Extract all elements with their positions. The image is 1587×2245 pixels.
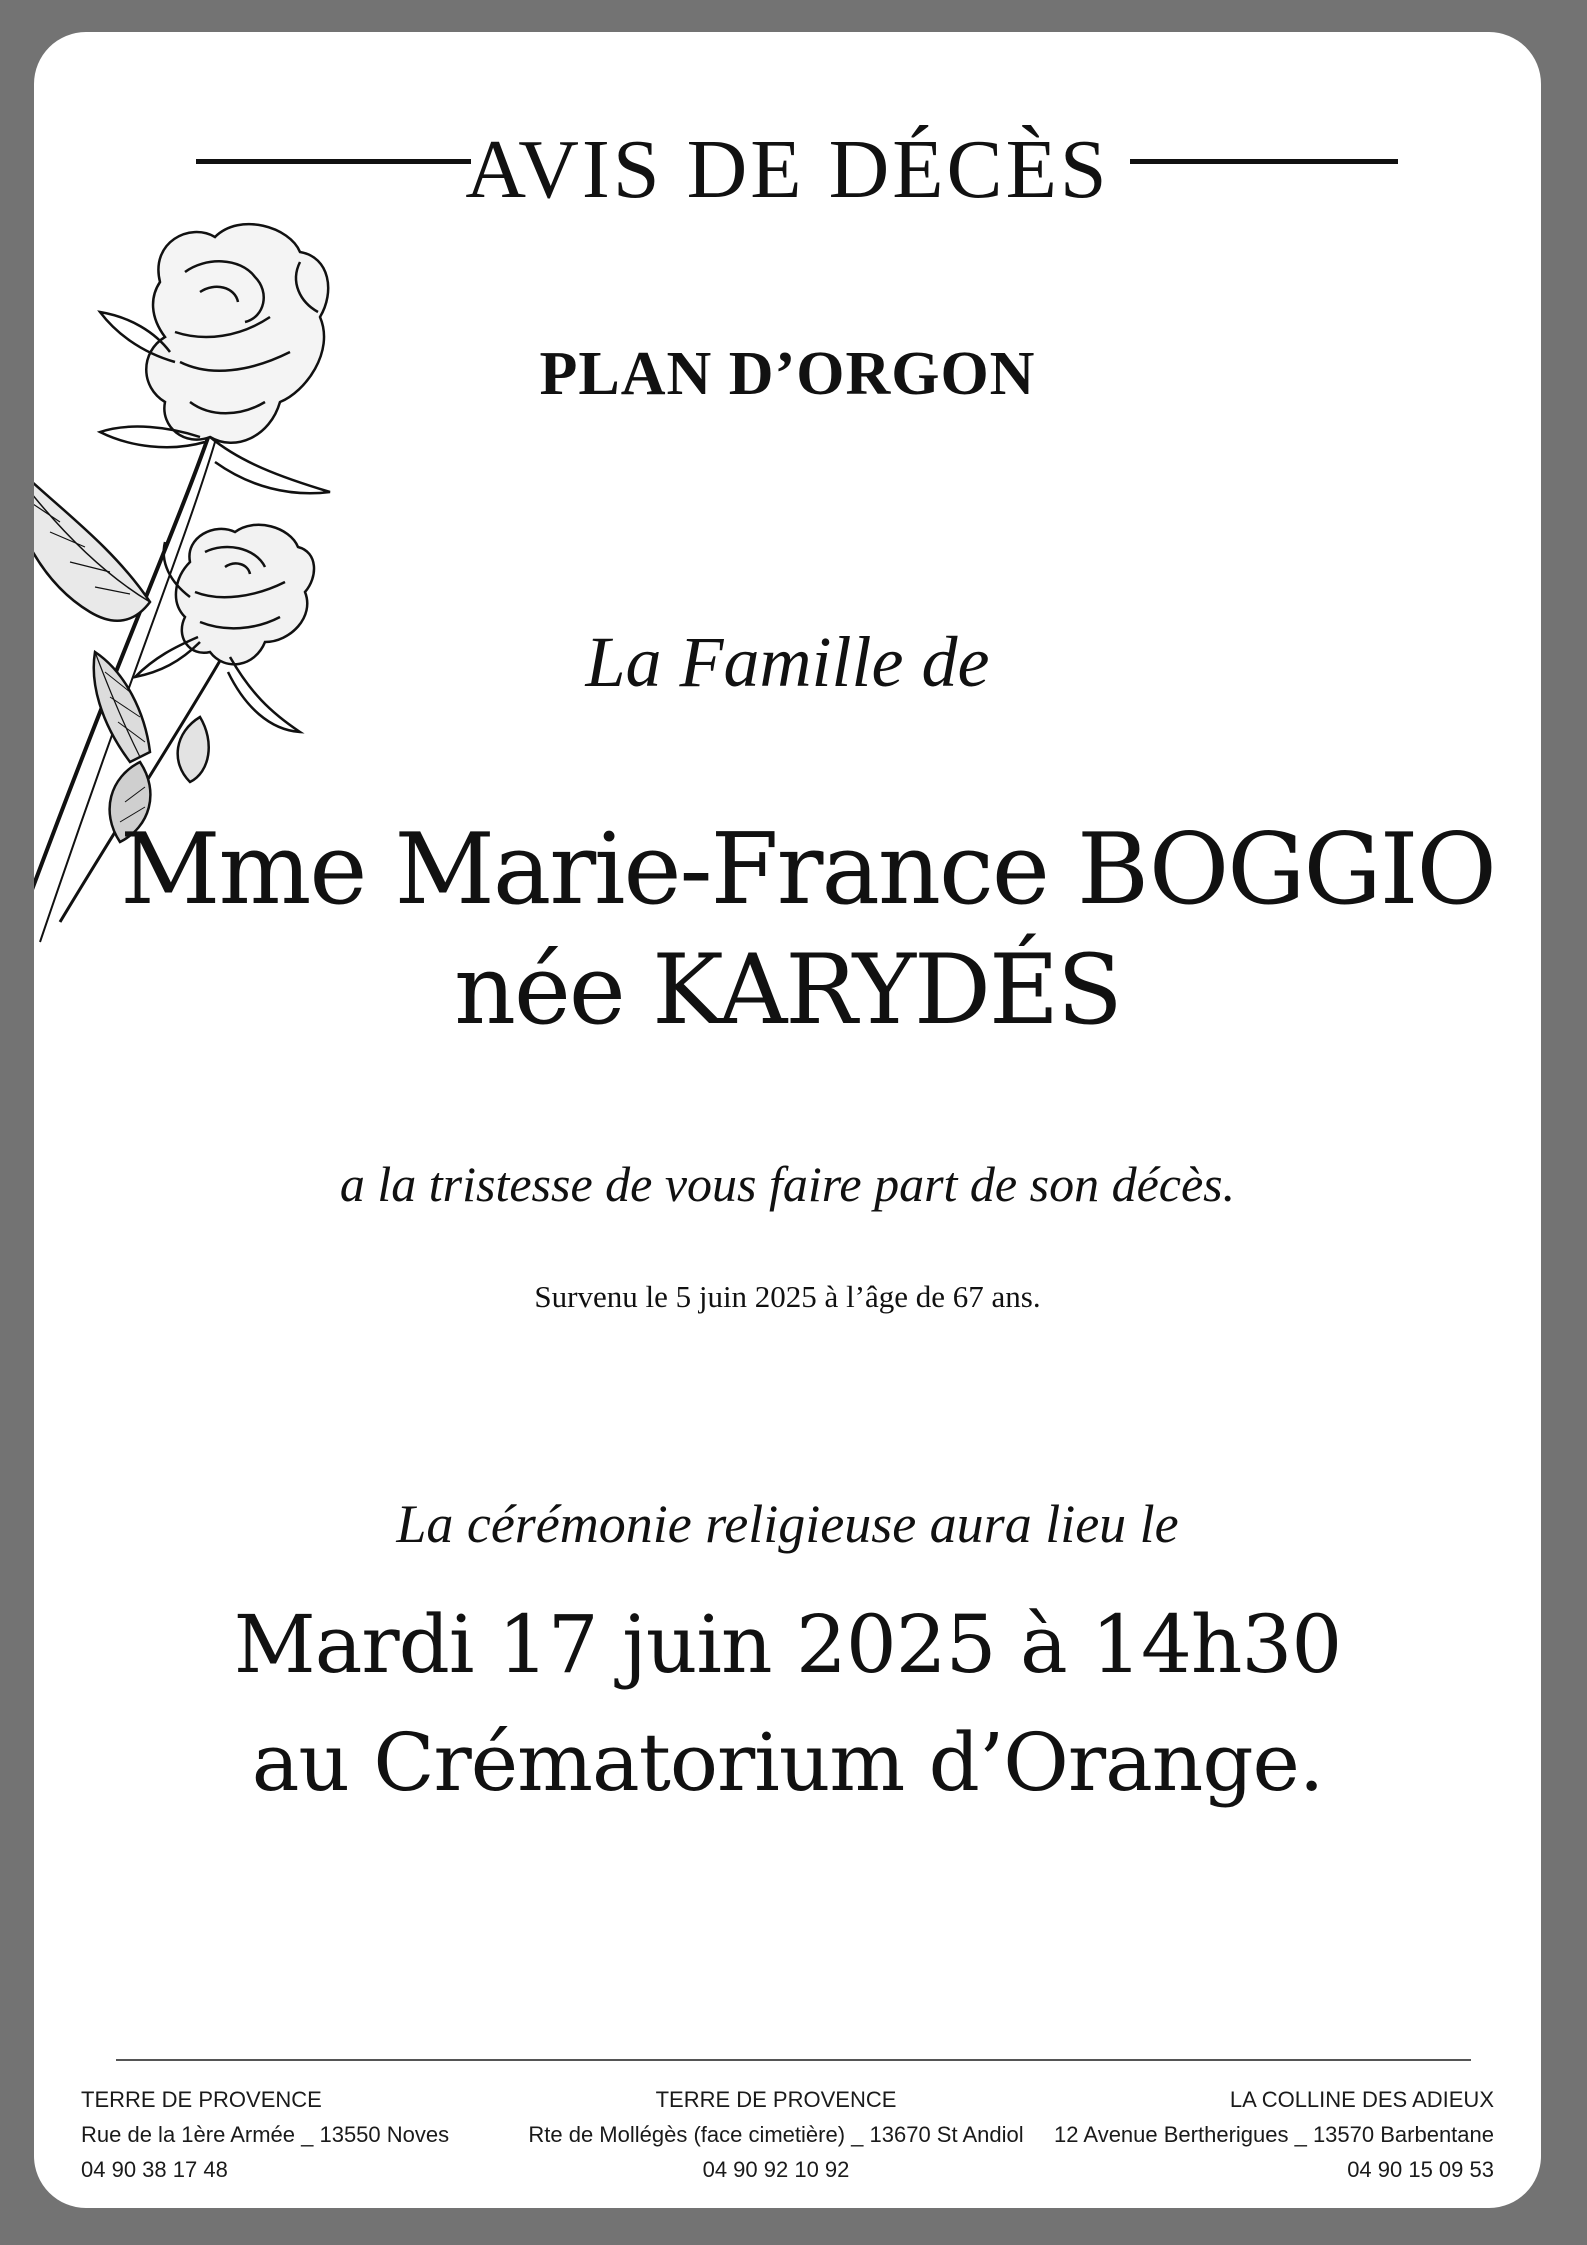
sorrow-line: a la tristesse de vous faire part de son décès. — [339, 1156, 1236, 1212]
birth-name: née KARYDÉS — [454, 934, 1121, 1046]
deceased-name: Mme Marie-France BOGGIO — [120, 813, 1495, 927]
ceremony-place: au Crématorium d’Orange. — [251, 1716, 1324, 1809]
occurred-line: Survenu le 5 juin 2025 à l’âge de 67 ans. — [534, 1279, 1041, 1314]
family-intro: La Famille de — [585, 622, 990, 702]
town-name: PLAN D’ORGON — [539, 340, 1036, 408]
notice-title: AVIS DE DÉCÈS — [465, 123, 1110, 216]
agency-address: Rte de Mollégès (face cimetière) _ 13670 St Andiol — [528, 2122, 1024, 2147]
ceremony-date: Mardi 17 juin 2025 à 14h30 — [233, 1598, 1342, 1691]
footer-divider — [116, 2059, 1471, 2061]
agency-name: TERRE DE PROVENCE — [81, 2087, 322, 2112]
agency-name: TERRE DE PROVENCE — [655, 2087, 897, 2112]
footer-agency-noves — [81, 2082, 449, 2187]
agency-address: Rue de la 1ère Armée _ 13550 Noves — [81, 2122, 450, 2147]
agency-phone: 04 90 38 17 48 — [81, 2157, 228, 2182]
agency-name: LA COLLINE DES ADIEUX — [1229, 2087, 1494, 2112]
notice-card — [34, 32, 1541, 2208]
agency-phone: 04 90 92 10 92 — [702, 2157, 850, 2182]
footer-agency-st-andiol — [491, 2082, 1061, 2187]
footer-agency-barbentane — [1054, 2082, 1494, 2187]
ceremony-intro: La cérémonie religieuse aura lieu le — [396, 1494, 1179, 1554]
agency-address: 12 Avenue Bertherigues _ 13570 Barbentane — [1054, 2122, 1494, 2147]
agency-phone: 04 90 15 09 53 — [1347, 2157, 1494, 2182]
